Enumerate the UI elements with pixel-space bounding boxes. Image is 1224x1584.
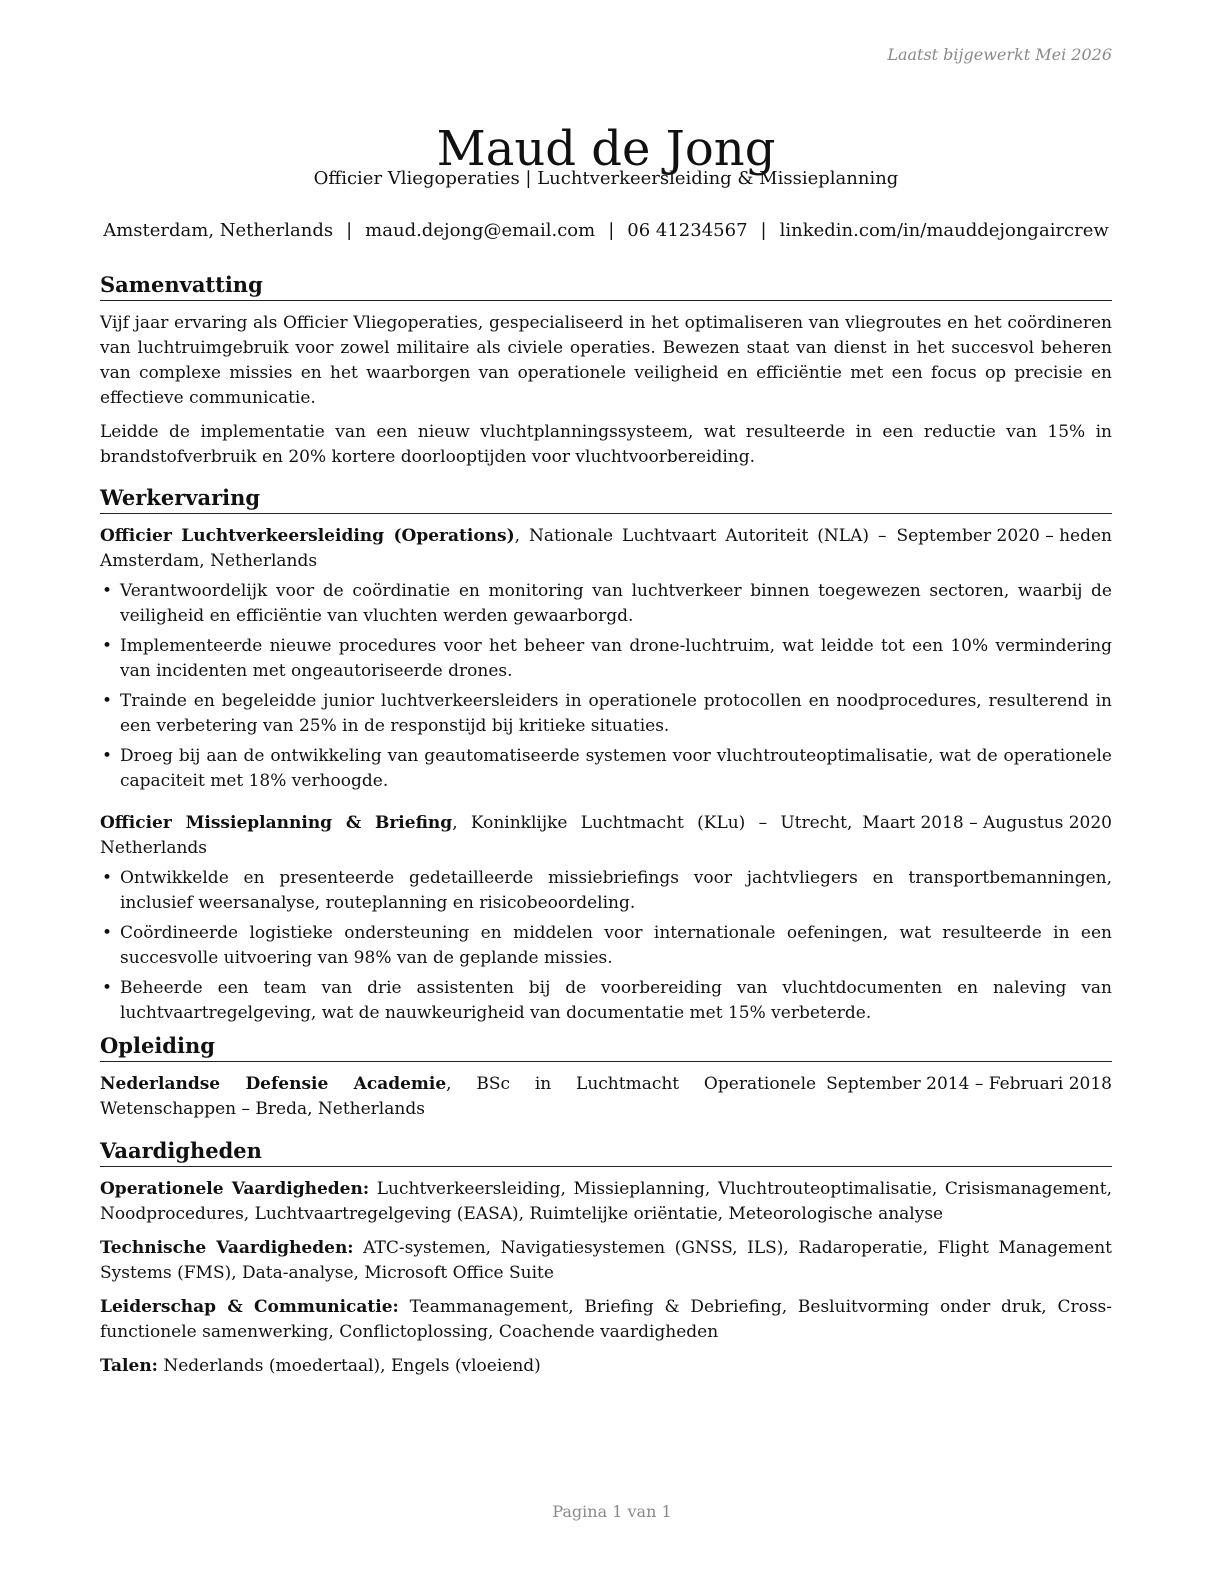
education-dates: September 2014 – Februari 2018	[826, 1074, 1112, 1094]
skill-group-label: Operationele Vaardigheden:	[100, 1179, 370, 1199]
list-item	[100, 634, 1112, 684]
page-number: Pagina 1 van 1	[552, 1502, 672, 1521]
section-heading-experience: Werkervaring	[100, 483, 1112, 514]
list-item	[100, 921, 1112, 971]
job-bullets	[100, 579, 1112, 794]
bullet-text: Verantwoordelijk voor de coördinatie en monitoring van luchtverkeer binnen toegewezen sectoren, waarbij de veiligheid en efficiëntie van vluchten werden gewaarborgd.	[120, 581, 1112, 626]
job-role: Officier Missieplanning & Briefing	[100, 813, 453, 833]
skill-group-items: Luchtverkeersleiding, Missieplanning, Vluchtrouteoptimalisatie, Crisismanagement, Noodprocedures, Luchtvaartregelgeving (EASA), Ruimtelijke oriëntatie, Meteorologische analyse	[100, 1179, 1112, 1224]
contact-phone[interactable]: 06 41234567	[627, 220, 748, 241]
bullet-text: Coördineerde logistieke ondersteuning en middelen voor internationale oefeningen, wat resulteerde in een succesvolle uitvoering van 98% van de geplande missies.	[120, 923, 1112, 968]
bullet-icon: •	[102, 868, 113, 888]
skill-group	[100, 1177, 1112, 1227]
contact-separator: |	[608, 220, 615, 241]
skill-group-items: ATC-systemen, Navigatiesystemen (GNSS, ILS), Radaroperatie, Flight Management Systems (FMS), Data-analyse, Microsoft Office Suite	[100, 1238, 1113, 1283]
education-school: Nederlandse Defensie Academie	[100, 1074, 447, 1094]
job-organization: , Nationale Luchtvaart Autoriteit (NLA) – Amsterdam, Netherlands	[100, 526, 887, 571]
last-updated: Laatst bijgewerkt Mei 2026	[887, 45, 1112, 64]
bullet-text: Beheerde een team van drie assistenten bij de voorbereiding van vluchtdocumenten en naleving van luchtvaartregelgeving, wat de nauwkeurigheid van documentatie met 15% verbeterde.	[120, 978, 1112, 1023]
contact-separator: |	[346, 220, 353, 241]
bullet-text: Droeg bij aan de ontwikkeling van geautomatiseerde systemen voor vluchtrouteoptimalisatie, wat de operationele capaciteit met 18% verhoogde.	[120, 746, 1112, 791]
list-item	[100, 579, 1112, 629]
contact-location: Amsterdam, Netherlands	[103, 220, 334, 241]
skill-group-label: Technische Vaardigheden:	[100, 1238, 354, 1258]
contact-line	[80, 219, 1132, 243]
candidate-name: Maud de Jong	[436, 121, 776, 178]
skill-group	[100, 1354, 1112, 1379]
section-heading-education: Opleiding	[100, 1031, 1112, 1062]
skill-group-items: Nederlands (moedertaal), Engels (vloeiend)	[163, 1356, 541, 1376]
skill-group	[100, 1295, 1112, 1345]
job-entry	[100, 524, 1112, 794]
job-header	[100, 811, 1112, 861]
bullet-icon: •	[102, 746, 113, 766]
job-role: Officier Luchtverkeersleiding (Operations)	[100, 526, 515, 546]
job-dates: September 2020 – heden	[896, 526, 1112, 546]
education-section	[100, 1031, 1112, 1122]
skills-section	[100, 1136, 1112, 1379]
experience-section	[100, 483, 1112, 1026]
bullet-icon: •	[102, 691, 113, 711]
summary-section	[100, 270, 1112, 470]
job-organization: , Koninklijke Luchtmacht (KLu) – Utrecht, Netherlands	[100, 813, 853, 858]
skill-group-label: Leiderschap & Communicatie:	[100, 1297, 399, 1317]
job-header	[100, 524, 1112, 574]
education-degree: , BSc in Luchtmacht Operationele Wetenschappen – Breda, Netherlands	[100, 1074, 817, 1119]
bullet-text: Trainde en begeleidde junior luchtverkeersleiders in operationele protocollen en noodprocedures, resulterend in een verbetering van 25% in de responstijd bij kritieke situaties.	[120, 691, 1112, 736]
bullet-text: Ontwikkelde en presenteerde gedetailleerde missiebriefings voor jachtvliegers en transportbemanningen, inclusief weersanalyse, routeplanning en risicobeoordeling.	[120, 868, 1112, 913]
contact-separator: |	[760, 220, 767, 241]
list-item	[100, 976, 1112, 1026]
section-heading-summary: Samenvatting	[100, 270, 1112, 301]
list-item	[100, 689, 1112, 739]
section-heading-skills: Vaardigheden	[100, 1136, 1112, 1167]
education-entry	[100, 1072, 1112, 1122]
summary-paragraph: Leidde de implementatie van een nieuw vluchtplanningssysteem, wat resulteerde in een reductie van 15% in brandstofverbruik en 20% kortere doorlooptijden voor vluchtvoorbereiding.	[100, 422, 1112, 467]
skill-group	[100, 1236, 1112, 1286]
bullet-icon: •	[102, 923, 113, 943]
list-item	[100, 866, 1112, 916]
bullet-icon: •	[102, 978, 113, 998]
contact-linkedin[interactable]: linkedin.com/in/mauddejongaircrew	[779, 220, 1109, 241]
list-item	[100, 744, 1112, 794]
skill-group-label: Talen:	[100, 1356, 158, 1376]
summary-paragraph: Vijf jaar ervaring als Officier Vliegoperaties, gespecialiseerd in het optimaliseren van vliegroutes en het coördineren van luchtruimgebruik voor zowel militaire als civiele operaties. Bewezen staat van dienst in het succesvol beheren van complexe missies en het waarborgen van operationele veiligheid en efficiëntie met een focus op precisie en effectieve communicatie.	[100, 313, 1112, 408]
resume-body	[100, 270, 1112, 1388]
bullet-icon: •	[102, 581, 113, 601]
job-entry	[100, 811, 1112, 1026]
contact-email[interactable]: maud.dejong@email.com	[365, 220, 596, 241]
job-dates: Maart 2018 – Augustus 2020	[862, 813, 1112, 833]
candidate-title: Officier Vliegoperaties | Luchtverkeersleiding & Missieplanning	[313, 168, 899, 189]
skill-group-items: Teammanagement, Briefing & Debriefing, Besluitvorming onder druk, Cross-functionele samenwerking, Conflictoplossing, Coachende vaardigheden	[100, 1297, 1113, 1342]
job-bullets	[100, 866, 1112, 1026]
bullet-icon: •	[102, 636, 113, 656]
bullet-text: Implementeerde nieuwe procedures voor het beheer van drone-luchtruim, wat leidde tot een 10% vermindering van incidenten met ongeautoriseerde drones.	[120, 636, 1112, 681]
